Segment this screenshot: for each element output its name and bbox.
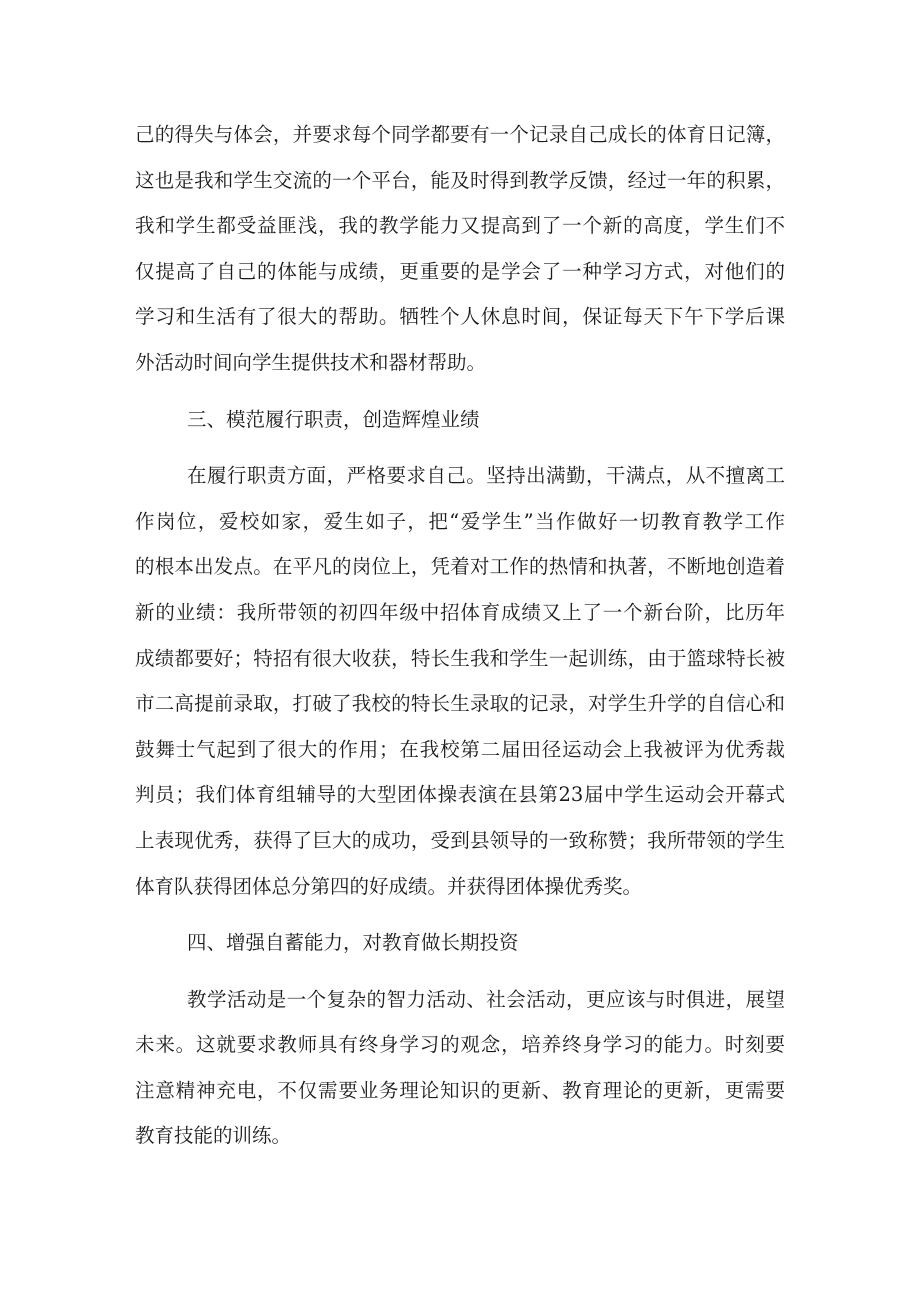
section-4-body xyxy=(135,977,785,1159)
text-line: 注意精神充电，不仅需要业务理论知识的更新、教育理论的更新，更需要 xyxy=(135,1078,785,1102)
section-heading-4: 四、增强自蓄能力，对教育做长期投资 xyxy=(187,931,519,955)
text-line: 体育队获得团体总分第四的好成绩。并获得团体操优秀奖。 xyxy=(135,874,643,898)
text-line: 这也是我和学生交流的一个平台，能及时得到教学反馈，经过一年的积累， xyxy=(135,168,785,192)
text-line: 教育技能的训练。 xyxy=(135,1124,292,1148)
text-line: 作岗位，爱校如家，爱生如子，把“爱学生”当作做好一切教育教学工作 xyxy=(135,509,785,533)
text-line: 在履行职责方面，严格要求自己。坚持出满勤，干满点，从不擅离工 xyxy=(187,464,785,488)
text-line: 己的得失与体会，并要求每个同学都要有一个记录自己成长的体育日记簿， xyxy=(135,123,785,146)
text-line: 市二高提前录取，打破了我校的特长生录取的记录，对学生升学的自信心和 xyxy=(135,692,785,716)
spacer xyxy=(135,966,785,977)
text-line: 我和学生都受益匪浅，我的教学能力又提高到了一个新的高度，学生们不 xyxy=(135,214,785,238)
section-3-body xyxy=(135,453,785,909)
text-line: 仅提高了自己的体能与成绩，更重要的是学会了一种学习方式，对他们的 xyxy=(135,259,785,283)
document-page xyxy=(135,112,785,1159)
spacer xyxy=(135,909,785,920)
text-line: 判员；我们体育组辅导的大型团体操表演在县第23届中学生运动会开幕式 xyxy=(135,783,785,807)
text-line: 上表现优秀，获得了巨大的成功，受到县领导的一致称赞；我所带领的学生 xyxy=(135,828,785,852)
text-line: 鼓舞士气起到了很大的作用；在我校第二届田径运动会上我被评为优秀裁 xyxy=(135,737,785,761)
text-line: 外活动时间向学生提供技术和器材帮助。 xyxy=(135,350,487,374)
text-line: 成绩都要好；特招有很大收获，特长生我和学生一起训练，由于篮球特长被 xyxy=(135,646,785,670)
text-line: 教学活动是一个复杂的智力活动、社会活动，更应该与时俱进，展望 xyxy=(187,987,785,1011)
paragraph-continuation xyxy=(135,112,785,386)
section-heading-3: 三、模范履行职责，创造辉煌业绩 xyxy=(187,407,480,431)
text-line: 学习和生活有了很大的帮助。牺牲个人休息时间，保证每天下午下学后课 xyxy=(135,305,785,329)
text-line: 未来。这就要求教师具有终身学习的观念，培养终身学习的能力。时刻要 xyxy=(135,1033,785,1057)
text-line: 的根本出发点。在平凡的岗位上，凭着对工作的热情和执著，不断地创造着 xyxy=(135,555,785,579)
spacer xyxy=(135,442,785,453)
text-line: 新的业绩：我所带领的初四年级中招体育成绩又上了一个新台阶，比历年 xyxy=(135,600,785,624)
spacer xyxy=(135,386,785,397)
